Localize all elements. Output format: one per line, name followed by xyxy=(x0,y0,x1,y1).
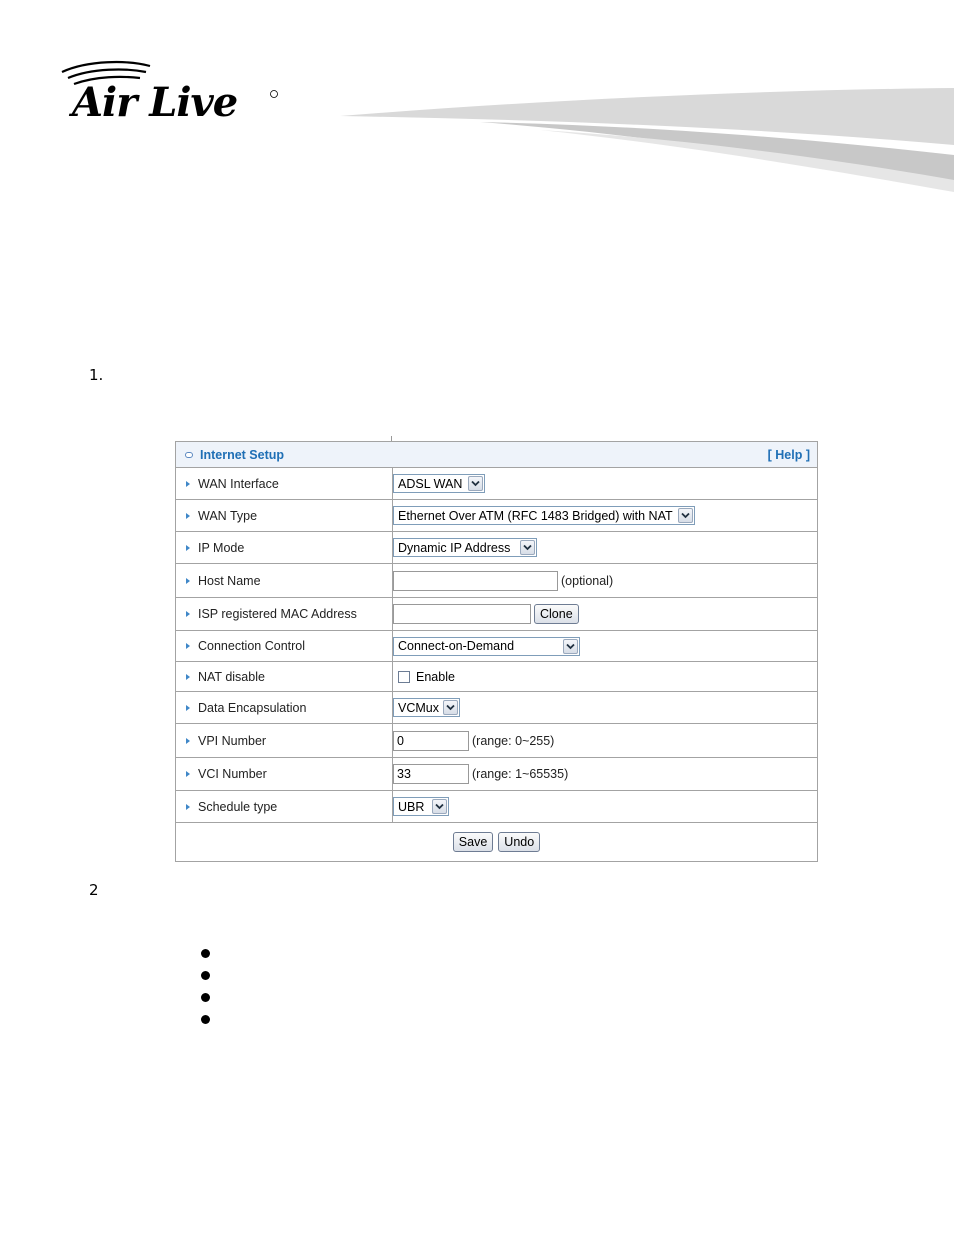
schedule-type-select[interactable]: UBR xyxy=(393,797,449,816)
host-name-label: Host Name xyxy=(198,573,261,588)
nat-enable-checkbox[interactable] xyxy=(398,671,410,683)
vci-number-input[interactable]: 33 xyxy=(393,764,469,784)
arrow-right-icon xyxy=(186,481,190,487)
help-link[interactable]: [ Help ] xyxy=(767,447,810,462)
data-encapsulation-label: Data Encapsulation xyxy=(198,700,307,715)
vci-number-hint: (range: 1~65535) xyxy=(472,767,569,781)
wan-interface-select[interactable]: ADSL WAN xyxy=(393,474,485,493)
circle-bullet-icon xyxy=(185,452,193,458)
chevron-down-icon[interactable] xyxy=(432,799,447,814)
setting-row-isp-registered-mac-address xyxy=(176,598,818,631)
arrow-right-icon xyxy=(186,513,190,519)
arrow-right-icon xyxy=(186,611,190,617)
host-name-hint: (optional) xyxy=(561,573,614,588)
bullet-point xyxy=(201,1015,210,1024)
ip-mode-select[interactable]: Dynamic IP Address xyxy=(393,538,537,557)
panel-title: Internet Setup xyxy=(200,447,285,462)
chevron-down-icon[interactable] xyxy=(468,476,483,491)
bullet-point xyxy=(201,993,210,1002)
bullet-point xyxy=(201,949,210,958)
wan-type-select[interactable]: Ethernet Over ATM (RFC 1483 Bridged) with NAT xyxy=(393,506,695,525)
setting-row-data-encapsulation xyxy=(176,692,818,724)
ip-mode-label: IP Mode xyxy=(198,540,245,555)
mac-address-input[interactable] xyxy=(393,604,531,624)
arrow-right-icon xyxy=(186,578,190,584)
setting-row-vci-number xyxy=(176,758,818,791)
vpi-number-input[interactable]: 0 xyxy=(393,731,469,751)
setting-row-nat-disable xyxy=(176,662,818,692)
chevron-down-icon[interactable] xyxy=(443,700,458,715)
vpi-number-label: VPI Number xyxy=(198,733,267,748)
svg-text:Air Live: Air Live xyxy=(72,79,238,126)
arrow-right-icon xyxy=(186,674,190,680)
action-row xyxy=(176,823,818,862)
wan-type-label: WAN Type xyxy=(198,508,258,523)
panel-header xyxy=(176,442,818,468)
arrow-right-icon xyxy=(186,545,190,551)
airlive-logo xyxy=(58,58,298,128)
setting-row-wan-interface xyxy=(176,468,818,500)
internet-setup-table xyxy=(175,441,818,862)
connection-control-select[interactable]: Connect-on-Demand xyxy=(393,637,580,656)
bullet-point xyxy=(201,971,210,980)
chevron-down-icon[interactable] xyxy=(520,540,535,555)
schedule-type-label: Schedule type xyxy=(198,799,278,814)
setting-row-vpi-number xyxy=(176,724,818,758)
arrow-right-icon xyxy=(186,738,190,744)
setting-row-schedule-type xyxy=(176,791,818,823)
header-swoosh xyxy=(340,80,954,195)
arrow-right-icon xyxy=(186,643,190,649)
step-number-2: 2 xyxy=(89,881,99,899)
step-number-1: 1. xyxy=(89,366,104,384)
arrow-right-icon xyxy=(186,804,190,810)
host-name-input[interactable] xyxy=(393,571,558,591)
chevron-down-icon[interactable] xyxy=(678,508,693,523)
chevron-down-icon[interactable] xyxy=(563,639,578,654)
arrow-right-icon xyxy=(186,705,190,711)
isp-registered-mac-address-label: ISP registered MAC Address xyxy=(198,607,357,621)
arrow-right-icon xyxy=(186,771,190,777)
clone-button[interactable]: Clone xyxy=(534,604,579,624)
connection-control-label: Connection Control xyxy=(198,639,306,653)
vci-number-label: VCI Number xyxy=(198,767,267,781)
setting-row-wan-type xyxy=(176,500,818,532)
setting-row-host-name xyxy=(176,564,818,598)
save-button[interactable]: Save xyxy=(453,832,494,852)
nat-disable-label: NAT disable xyxy=(198,669,265,684)
vpi-number-hint: (range: 0~255) xyxy=(472,733,555,748)
wan-interface-label: WAN Interface xyxy=(198,476,279,491)
nat-enable-label: Enable xyxy=(416,669,455,684)
undo-button[interactable]: Undo xyxy=(498,832,540,852)
setting-row-connection-control xyxy=(176,631,818,662)
data-encapsulation-select[interactable]: VCMux xyxy=(393,698,460,717)
setting-row-ip-mode xyxy=(176,532,818,564)
